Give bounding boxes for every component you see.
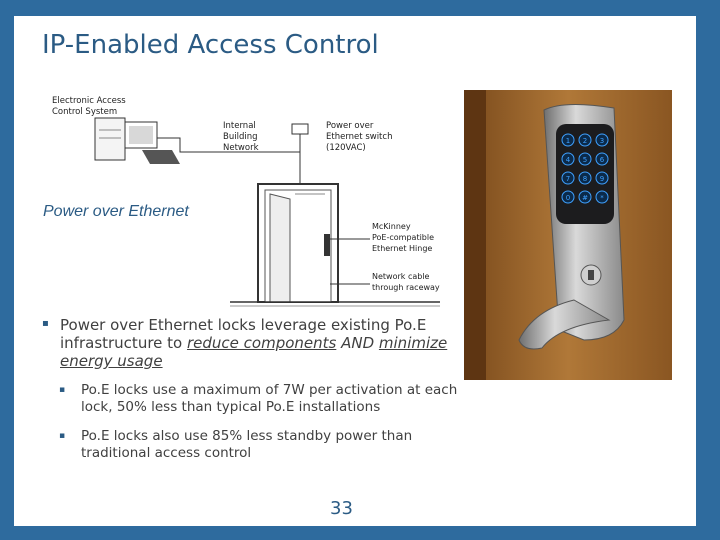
cable-label-1: Network cable [372,272,430,281]
keypad-key-label: * [600,194,604,202]
page-number: 33 [330,498,353,519]
poe-caption: Power over Ethernet [43,203,189,220]
sub-bullet-2-text: Po.E locks also use 85% less standby power than traditional access control [81,428,413,461]
keypad-key-label: 5 [582,156,588,164]
and-text: AND [336,334,379,352]
square-bullet-icon: ▪ [42,318,49,329]
keypad-key-label: 8 [582,175,588,183]
sub-bullet-2 [46,428,466,462]
keypad-key-label: 4 [565,156,571,164]
system-label-1: Electronic Access [52,96,126,106]
poe-diagram [30,74,460,314]
keypad-key-label: 6 [599,156,605,164]
keypad-key-label: 0 [565,194,571,202]
hinge-label-3: Ethernet Hinge [372,244,433,253]
network-label-3: Network [223,143,259,153]
keypad-lock-photo [464,90,672,380]
network-label-1: Internal [223,121,256,131]
reduce-components-text: reduce components [186,334,337,352]
computer-icon [95,118,180,164]
square-bullet-icon: ▪ [59,431,66,441]
slide-title: IP-Enabled Access Control [42,30,379,60]
keypad-key-label: 2 [582,137,588,145]
minimize-energy-text: minimize energy usage [60,334,448,370]
keypad-key-label: # [582,194,588,202]
keypad-key-label: 3 [599,137,605,145]
network-label-2: Building [223,132,258,142]
hinge-label-2: PoE-compatible [372,233,435,242]
square-bullet-icon: ▪ [59,385,66,395]
bullet-list [42,316,466,462]
switch-label-2: Ethernet switch [326,132,393,142]
main-bullet [42,316,466,370]
cable-label-2: through raceway [372,283,440,292]
sub-bullet-1-text: Po.E locks use a maximum of 7W per activation at each lock, 50% less than typical Po.E installations [81,382,458,415]
keypad-key-label: 1 [565,137,571,145]
keypad-key-label: 9 [599,175,605,183]
switch-label-1: Power over [326,121,374,131]
sub-bullet-1 [46,382,466,416]
main-bullet-text: Power over Ethernet locks leverage existing Po.E infrastructure to [60,316,427,352]
keypad-key-label: 7 [565,175,571,183]
hinge-label-1: McKinney [372,222,411,231]
system-label-2: Control System [52,107,118,117]
door-frame [258,184,338,302]
switch-label-3: (120VAC) [326,143,366,153]
